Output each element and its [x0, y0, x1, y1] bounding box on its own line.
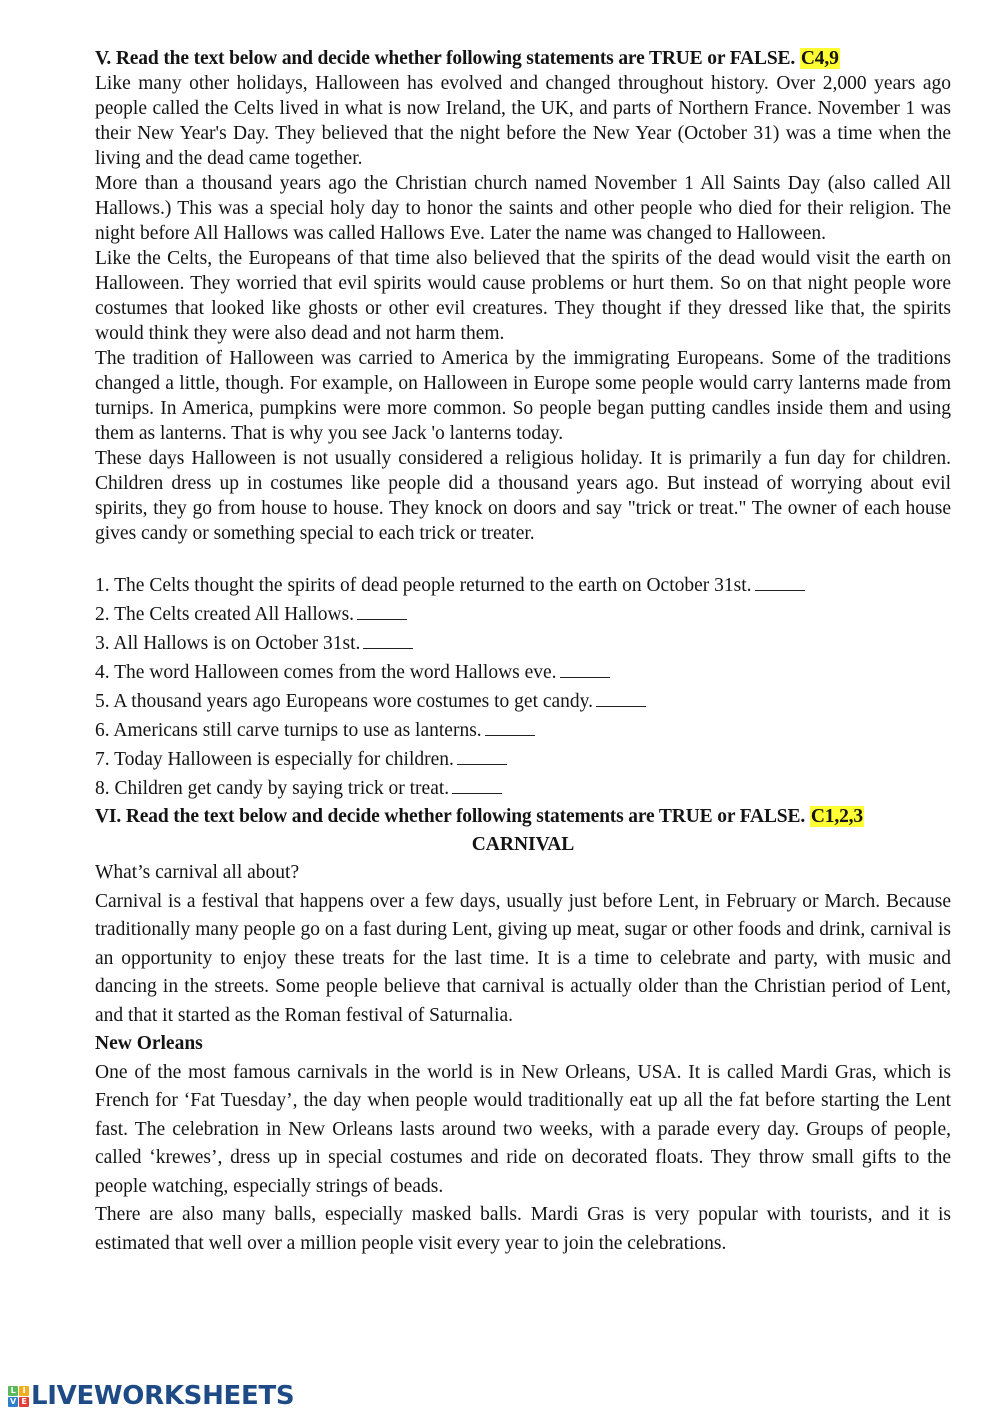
true-false-questions: [95, 571, 951, 803]
halloween-paragraph-4: The tradition of Halloween was carried to America by the immigrating Europeans. Some of the traditions changed a little, though. For example, on Halloween in Europe some people would carry lanterns made from turnips. In America, pumpkins were more common. So people began putting candles inside them and using them as lanterns. That is why you see Jack 'o lanterns today.: [95, 348, 951, 444]
question-item: [95, 716, 951, 745]
logo-letter-e: E: [19, 1397, 29, 1407]
question-item: [95, 687, 951, 716]
halloween-paragraph-3: Like the Celts, the Europeans of that time also believed that the spirits of the dead would visit the earth on Halloween. They worried that evil spirits would cause problems or hurt them. So on that night people wore costumes that looked like ghosts or other evil creatures. They thought if they dressed like that, the spirits would think they were also dead and not harm them.: [95, 248, 951, 344]
answer-blank[interactable]: [485, 721, 535, 736]
question-text: 2. The Celts created All Hallows.: [95, 604, 355, 625]
carnival-paragraph-1: Carnival is a festival that happens over a few days, usually just before Lent, in February or March. Because traditionally many people go on a fast during Lent, giving up meat, sugar or other foods and drink, carnival is an opportunity to enjoy these treats for the last time. It is a time to celebrate and party, with music and dancing in the streets. Some people believe that carnival is actually older than the Christian period of Lent, and that it started as the Roman festival of Saturnalia.: [95, 890, 951, 1026]
carnival-intro-question: What’s carnival all about?: [95, 862, 300, 883]
answer-blank[interactable]: [452, 779, 502, 794]
answer-blank[interactable]: [357, 605, 407, 620]
worksheet-page: [95, 46, 951, 1258]
question-item: [95, 745, 951, 774]
logo-text: LIVEWORKSHEETS: [31, 1381, 295, 1411]
carnival-paragraph-3: There are also many balls, especially masked balls. Mardi Gras is very popular with tourists, and it is estimated that well over a million people visit every year to join the celebrations.: [95, 1204, 951, 1254]
answer-blank[interactable]: [457, 750, 507, 765]
answer-blank[interactable]: [560, 663, 610, 678]
question-item: [95, 774, 951, 803]
section-vi-tag: C1,2,3: [810, 806, 863, 827]
question-text: 4. The word Halloween comes from the word Hallows eve.: [95, 662, 557, 683]
halloween-paragraph-1: Like many other holidays, Halloween has evolved and changed throughout history. Over 2,000 years ago people called the Celts lived in what is now Ireland, the UK, and parts of Northern France. November 1 was their New Year's Day. They believed that the night before the New Year (October 31) was a time when the living and the dead came together.: [95, 73, 951, 169]
answer-blank[interactable]: [596, 692, 646, 707]
section-v-heading: [95, 46, 951, 71]
section-v-tag: C4,9: [800, 48, 839, 69]
section-v-heading-text: V. Read the text below and decide whether following statements are TRUE or FALSE.: [95, 48, 796, 69]
live-grid-icon: [8, 1386, 29, 1407]
halloween-paragraph-5: These days Halloween is not usually considered a religious holiday. It is primarily a fun day for children. Children dress up in costumes like people did a thousand years ago. But instead of worrying about evil spirits, they go from house to house. They knock on doors and say "trick or treat." The owner of each house gives candy or something special to each trick or treater.: [95, 448, 951, 544]
halloween-paragraph-2: More than a thousand years ago the Christian church named November 1 All Saints Day (also called All Hallows.) This was a special holy day to honor the saints and other people who died for their religion. The night before All Hallows was called Hallows Eve. Later the name was changed to Halloween.: [95, 173, 951, 244]
question-item: [95, 629, 951, 658]
question-item: [95, 571, 951, 600]
section-vi-heading: [95, 803, 951, 831]
section-vi: [95, 803, 951, 1258]
logo-letter-v: V: [8, 1397, 18, 1407]
answer-blank[interactable]: [363, 634, 413, 649]
question-text: 7. Today Halloween is especially for children.: [95, 749, 454, 770]
question-item: [95, 600, 951, 629]
liveworksheets-logo[interactable]: [8, 1381, 294, 1411]
question-text: 6. Americans still carve turnips to use as lanterns.: [95, 720, 482, 741]
question-text: 8. Children get candy by saying trick or treat.: [95, 778, 450, 799]
question-text: 5. A thousand years ago Europeans wore costumes to get candy.: [95, 691, 594, 712]
section-vi-heading-text: VI. Read the text below and decide whether following statements are TRUE or FALSE.: [95, 806, 806, 827]
question-text: 1. The Celts thought the spirits of dead people returned to the earth on October 31st.: [95, 575, 752, 596]
new-orleans-subheading: New Orleans: [95, 1033, 203, 1054]
logo-letter-l: L: [8, 1386, 18, 1396]
question-text: 3. All Hallows is on October 31st.: [95, 633, 361, 654]
logo-letter-i: I: [19, 1386, 29, 1396]
carnival-title: CARNIVAL: [471, 834, 575, 855]
question-item: [95, 658, 951, 687]
carnival-paragraph-2: One of the most famous carnivals in the world is in New Orleans, USA. It is called Mardi Gras, which is French for ‘Fat Tuesday’, the day when people would traditionally eat up all the fat before starting the Lent fast. The celebration in New Orleans lasts around two weeks, with a parade every day. Groups of people, called ‘krewes’, dress up in special costumes and ride on decorated floats. They throw small gifts to the people watching, especially strings of beads.: [95, 1061, 951, 1197]
answer-blank[interactable]: [755, 576, 805, 591]
